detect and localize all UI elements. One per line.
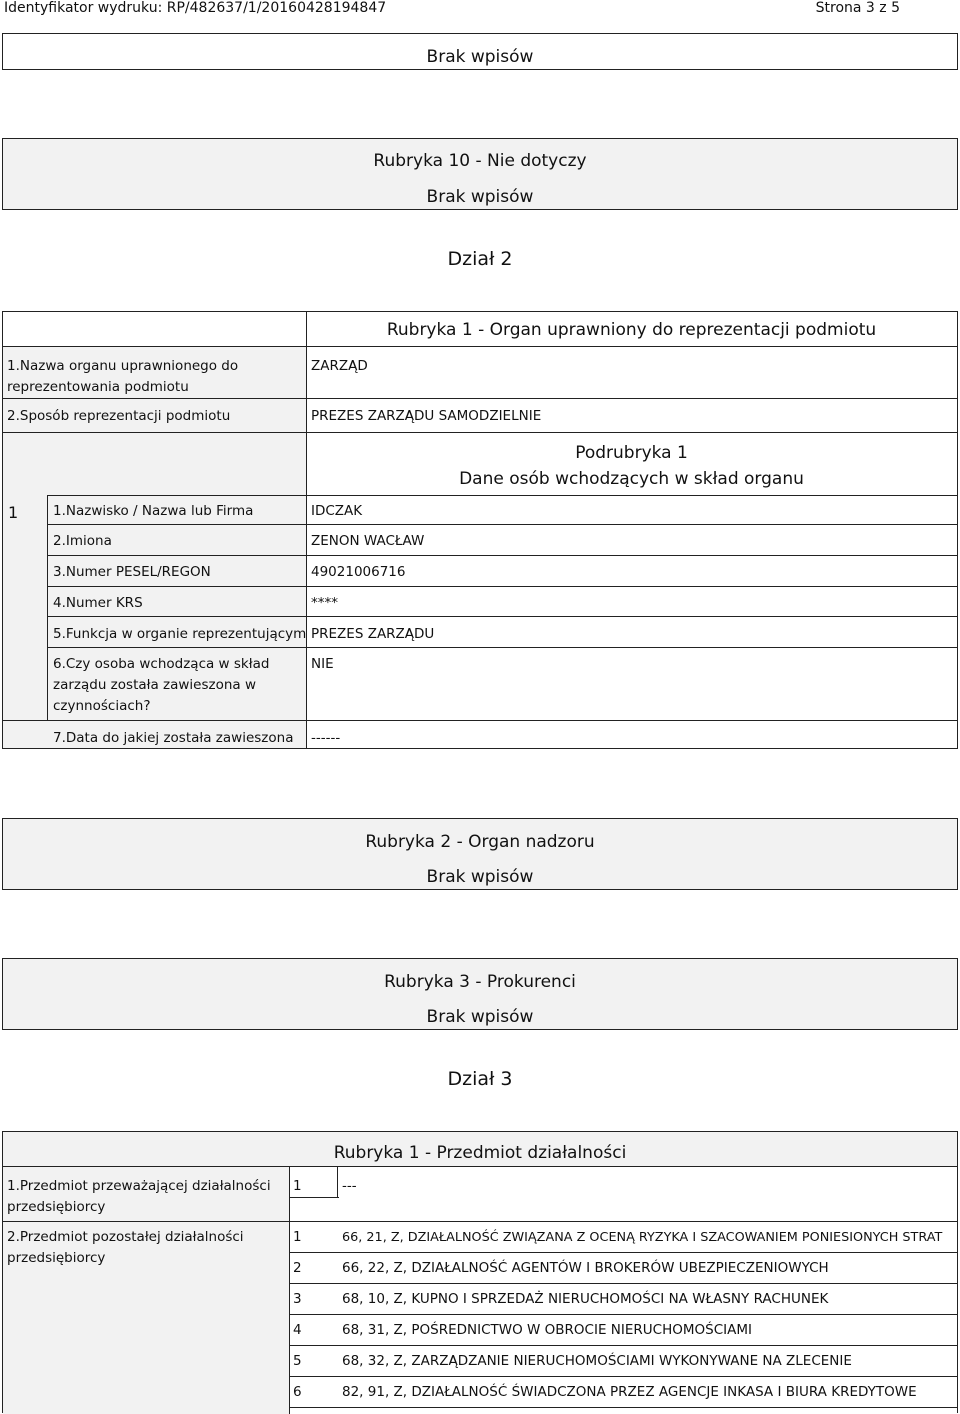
- pesel-label: 3.Numer PESEL/REGON: [53, 564, 211, 580]
- pesel-value: 49021006716: [311, 564, 406, 580]
- nazwisko-label: 1.Nazwisko / Nazwa lub Firma: [53, 503, 254, 519]
- rubryka10-title: Rubryka 10 - Nie dotyczy: [373, 151, 587, 171]
- zawieszona-value: NIE: [311, 656, 334, 672]
- pozostalej-label: 2.Przedmiot pozostałej działalności przedsiębiorcy: [7, 1229, 244, 1266]
- data-zawieszenia-value: ------: [311, 730, 341, 746]
- pozostalej-num-6: 6: [293, 1384, 302, 1400]
- rubryka10-box: [2, 138, 958, 210]
- rubryka2-title: Rubryka 2 - Organ nadzoru: [365, 832, 595, 852]
- pozostalej-text-4: 68, 31, Z, POŚREDNICTWO W OBROCIE NIERUCHOMOŚCIAMI: [342, 1322, 752, 1338]
- nazwisko-value: IDCZAK: [311, 503, 363, 519]
- pozostalej-num-4: 4: [293, 1322, 302, 1338]
- top-empty-box: [2, 33, 958, 70]
- rubryka10-empty: Brak wpisów: [426, 187, 534, 207]
- organ-label: 1.Nazwa organu uprawnionego do reprezentowania podmiotu: [7, 358, 239, 395]
- organ-value: ZARZĄD: [311, 358, 368, 374]
- empty-text: Brak wpisów: [426, 47, 534, 67]
- rubryka2-empty: Brak wpisów: [426, 867, 534, 887]
- pozostalej-text-3: 68, 10, Z, KUPNO I SPRZEDAŻ NIERUCHOMOŚCI NA WŁASNY RACHUNEK: [342, 1291, 829, 1307]
- krs-label: 4.Numer KRS: [53, 595, 143, 611]
- pozostalej-num-2: 2: [293, 1260, 302, 1276]
- dzial3-rubryka1-box: [2, 1131, 958, 1413]
- rubryka3-box: [2, 958, 958, 1030]
- rubryka3-title: Rubryka 3 - Prokurenci: [384, 972, 576, 992]
- rubryka1-organ-box: [2, 311, 958, 433]
- podrubryka1-box: [2, 432, 958, 749]
- zawieszona-label: 6.Czy osoba wchodząca w skład zarządu została zawieszona w czynnościach?: [53, 656, 270, 714]
- funkcja-label: 5.Funkcja w organie reprezentującym: [53, 626, 307, 642]
- rubryka1-title: Rubryka 1 - Organ uprawniony do reprezentacji podmiotu: [386, 320, 877, 340]
- pozostalej-num-3: 3: [293, 1291, 302, 1307]
- przewazajacej-label: 1.Przedmiot przeważającej działalności przedsiębiorcy: [7, 1178, 271, 1215]
- przedmiot-title: Rubryka 1 - Przedmiot działalności: [333, 1143, 627, 1163]
- data-zawieszenia-label: 7.Data do jakiej została zawieszona: [53, 730, 294, 746]
- pozostalej-text-6: 82, 91, Z, DZIAŁALNOŚĆ ŚWIADCZONA PRZEZ AGENCJE INKASA I BIURA KREDYTOWE: [342, 1384, 917, 1400]
- print-identifier: Identyfikator wydruku: RP/482637/1/20160428194847: [4, 0, 387, 16]
- pozostalej-num-5: 5: [293, 1353, 302, 1369]
- przewazajacej-num: 1: [293, 1178, 302, 1194]
- person-index: 1: [8, 503, 19, 522]
- podrubryka-title: Podrubryka 1: [575, 443, 688, 463]
- page-number: Strona 3 z 5: [815, 0, 900, 16]
- sposob-value: PREZES ZARZĄDU SAMODZIELNIE: [311, 408, 542, 424]
- funkcja-value: PREZES ZARZĄDU: [311, 626, 435, 642]
- pozostalej-num-1: 1: [293, 1229, 302, 1245]
- pozostalej-text-2: 66, 22, Z, DZIAŁALNOŚĆ AGENTÓW I BROKERÓW UBEZPIECZENIOWYCH: [342, 1260, 829, 1276]
- sposob-label: 2.Sposób reprezentacji podmiotu: [7, 408, 231, 424]
- dzial3-title: Dział 3: [447, 1068, 513, 1090]
- imiona-label: 2.Imiona: [53, 533, 112, 549]
- rubryka3-empty: Brak wpisów: [426, 1007, 534, 1027]
- dzial2-title: Dział 2: [447, 248, 513, 270]
- podrubryka-subtitle: Dane osób wchodzących w skład organu: [459, 469, 804, 489]
- pozostalej-text-5: 68, 32, Z, ZARZĄDZANIE NIERUCHOMOŚCIAMI WYKONYWANE NA ZLECENIE: [342, 1353, 852, 1369]
- rubryka2-box: [2, 818, 958, 890]
- pozostalej-text-1: 66, 21, Z, DZIAŁALNOŚĆ ZWIĄZANA Z OCENĄ RYZYKA I SZACOWANIEM PONIESIONYCH STRAT: [342, 1230, 943, 1245]
- przewazajacej-text: ---: [342, 1178, 357, 1194]
- krs-value: ****: [311, 595, 338, 611]
- imiona-value: ZENON WACŁAW: [311, 533, 425, 549]
